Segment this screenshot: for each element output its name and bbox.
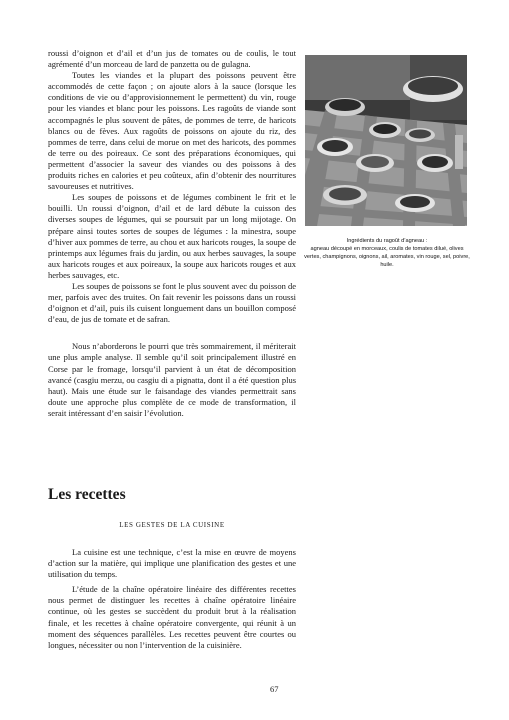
- paragraph: Nous n’aborderons le pourri que très sommairement, il mériterait une plus ample analyse. Il semble qu’il soit principalement illustré en Corse par le fromage, lorsqu’il parvient à un état de décomposition avancé (casgiu merzu, ou casgiu di a pignatta, dont il a été question plus haut). Mais une étude sur le faisandage des viandes permettrait sans doute une approche plus complète de ce mode de transformation, il serait intéressant d’en saisir l’évolution.: [48, 341, 296, 418]
- section-title: Les recettes: [48, 486, 126, 503]
- stew-ingredients-photo: [305, 55, 467, 226]
- paragraph: Les soupes de poissons et de légumes combinent le frit et le bouilli. Un roussi d’oignon, d’ail et de lard débute la cuisson des diverses soupes de légumes, qui se poursuit par un long mijotage. On prépare ainsi toutes sortes de soupes de légumes : la minestra, soupe d’hiver aux pommes de terre, au chou et aux haricots rouges, la soupe de printemps aux légumes frais du jardin, ou aux herbes sauvages, la soupe aux haricots rouges et aux poireaux, la soupe aux haricots rouges et aux herbes sauvages, etc.: [48, 192, 296, 280]
- paragraph: roussi d’oignon et d’ail et d’un jus de tomates ou de coulis, le tout agrémenté d’un morceau de lard de panzetta ou de gulagna.: [48, 48, 296, 70]
- body-text-top: [48, 48, 296, 419]
- paragraph: L’étude de la chaîne opératoire linéaire des différentes recettes nous permet de distinguer les recettes à chaîne opératoire linéaire continue, où les gestes se succèdent du produit brut à la réalisation finale, et les recettes à chaîne opératoire convergente, qui réunit à un moment des séquences parallèles. Les recettes peuvent être courtes ou longues, nécessiter ou non l’intervention de la cuisinière.: [48, 584, 296, 650]
- caption-title: Ingrédients du ragoût d’agneau :: [346, 238, 428, 244]
- paragraph: Toutes les viandes et la plupart des poissons peuvent être accommodés de cette façon ; on ajoute alors à la sauce (lorsque les conditions de vie ou d’approvisionnement le permettent) du vin, rouge pour les viandes et blanc pour les poissons. Les ragoûts de viande sont accompagnés le plus souvent de pâtes, de pommes de terre, de haricots blancs ou de fèves. Aux ragoûts de poissons on ajoute du riz, des pommes de terre, dans celui de morue on met des haricots, des pommes de terre ou des poireaux. Ce sont des préparations économiques, qui permettent d’associer la saveur des viandes ou des poissons à des produits riches en calories et peu coûteux, afin d’obtenir des nourritures savoureuses et nutritives.: [48, 70, 296, 192]
- caption-body: agneau découpé en morceaux, coulis de tomates dilué, olives vertes, champignons, oignons, ail, aromates, vin rouge, sel, poivre, huile.: [304, 246, 470, 269]
- photo-caption: [303, 237, 471, 269]
- body-text-bottom: [48, 547, 296, 655]
- subsection-title: LES GESTES DE LA CUISINE: [119, 521, 225, 529]
- paragraph: Les soupes de poissons se font le plus souvent avec du poisson de mer, parfois avec des truites. On fait revenir les poissons dans un roussi d’oignon et d’ail, puis ils cuisent longuement dans un bouillon composé d’eau, de jus de tomate et de safran.: [48, 280, 296, 325]
- page-number: 67: [270, 684, 279, 694]
- paragraph: La cuisine est une technique, c’est la mise en œuvre de moyens d’action sur la matière, qui implique une planification des gestes et une utilisation du temps.: [48, 547, 296, 580]
